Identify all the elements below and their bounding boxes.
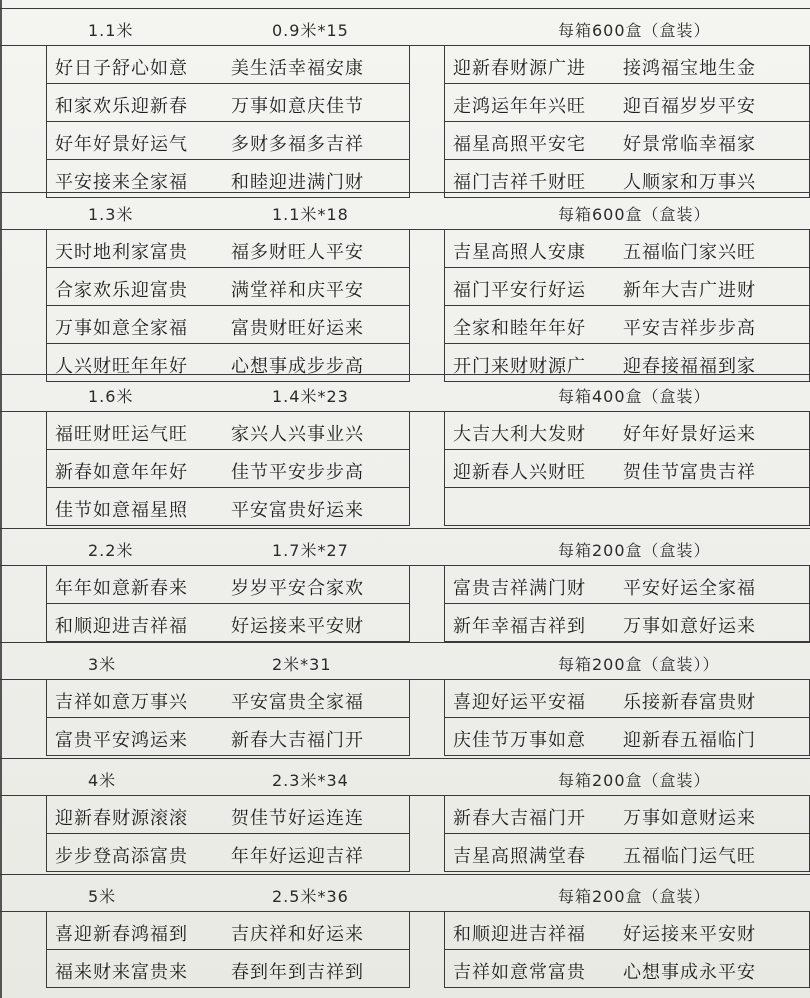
length-label: 3米: [88, 655, 117, 674]
couplet-line: 吉星高照满堂春: [453, 846, 586, 867]
size-label: 1.7米*27: [272, 541, 349, 560]
couplet-line: 开门来财财源广: [453, 356, 586, 377]
couplet-line: 好景常临幸福家: [623, 134, 756, 155]
couplet-line: 迎新春财源广进: [453, 58, 586, 79]
length-label: 1.1米: [88, 21, 134, 40]
box-quantity-label: 每箱600盒（盒装）: [558, 21, 711, 40]
couplet-pair-left: [46, 450, 410, 488]
couplet-pair-right: [444, 950, 810, 988]
box-quantity-label: 每箱200盒（盒装）: [558, 887, 711, 906]
couplet-row: [0, 450, 810, 488]
length-label: 1.3米: [88, 205, 134, 224]
couplet-pair-left: [46, 488, 410, 526]
couplet-pair-right: [444, 450, 810, 488]
couplet-pair-left: [46, 834, 410, 872]
couplet-line: 好运接来平安财: [623, 924, 756, 945]
couplet-line: 全家和睦年年好: [453, 318, 586, 339]
couplet-line: 福多财旺人平安: [231, 242, 364, 263]
section-header: [0, 642, 810, 680]
section-header: [0, 528, 810, 566]
couplet-line: 新春大吉福门开: [453, 808, 586, 829]
couplet-line: 人顺家和万事兴: [623, 172, 756, 193]
couplet-line: 步步登高添富贵: [55, 846, 188, 867]
couplet-pair-right: [444, 680, 810, 718]
section-header: [0, 374, 810, 412]
couplet-line: 富贵平安鸿运来: [55, 730, 188, 751]
box-quantity-label: 每箱600盒（盒装）: [558, 205, 711, 224]
box-quantity-label: 每箱400盒（盒装）: [558, 387, 711, 406]
size-label: 1.4米*23: [272, 387, 349, 406]
couplet-line: 岁岁平安合家欢: [231, 578, 364, 599]
couplet-row: [0, 412, 810, 450]
couplet-pair-left: [46, 84, 410, 122]
couplet-line: 迎春接福福到家: [623, 356, 756, 377]
box-quantity-label: 每箱200盒（盒装）: [558, 541, 711, 560]
couplet-line: 五福临门运气旺: [623, 846, 756, 867]
couplet-pair-left: [46, 604, 410, 642]
couplet-line: 年年如意新春来: [55, 578, 188, 599]
couplet-line: 万事如意庆佳节: [231, 96, 364, 117]
couplet-pair-left: [46, 230, 410, 268]
couplet-line: 和顺迎进吉祥福: [55, 616, 188, 637]
couplet-line: 新春大吉福门开: [231, 730, 364, 751]
couplet-line: 福来财来富贵来: [55, 962, 188, 983]
couplet-line: 迎新春五福临门: [623, 730, 756, 751]
couplet-line: 贺佳节富贵吉祥: [623, 462, 756, 483]
couplet-line: 年年好运迎吉祥: [231, 846, 364, 867]
couplet-line: 吉祥如意常富贵: [453, 962, 586, 983]
couplet-line: 满堂祥和庆平安: [231, 280, 364, 301]
couplet-line: 心想事成步步高: [231, 356, 364, 377]
couplet-line: 走鸿运年年兴旺: [453, 96, 586, 117]
couplet-pair-right: [444, 268, 810, 306]
couplet-line: 大吉大利大发财: [453, 424, 586, 445]
couplet-line: 多财多福多吉祥: [231, 134, 364, 155]
size-label: 0.9米*15: [272, 21, 349, 40]
couplet-line: 迎百福岁岁平安: [623, 96, 756, 117]
couplet-pair-right: [444, 604, 810, 642]
couplet-line: 平安接来全家福: [55, 172, 188, 193]
couplet-row: [0, 718, 810, 756]
length-label: 1.6米: [88, 387, 134, 406]
couplet-row: [0, 680, 810, 718]
box-quantity-label: 每箱200盒（盒装）: [558, 771, 711, 790]
box-quantity-label: 每箱200盒（盒装））: [558, 655, 720, 674]
couplet-line: 合家欢乐迎富贵: [55, 280, 188, 301]
section-header: [0, 758, 810, 796]
couplet-pair-right: [444, 566, 810, 604]
couplet-line: 和睦迎进满门财: [231, 172, 364, 193]
couplet-pair-right: [444, 46, 810, 84]
couplet-row: [0, 306, 810, 344]
couplet-pair-right: [444, 306, 810, 344]
couplet-pair-right: [444, 412, 810, 450]
couplet-line: 天时地利家富贵: [55, 242, 188, 263]
couplet-row: [0, 834, 810, 872]
couplet-pair-left: [46, 122, 410, 160]
couplet-line: 新年大吉广进财: [623, 280, 756, 301]
couplet-line: 迎新春财源滚滚: [55, 808, 188, 829]
couplet-pair-left: [46, 796, 410, 834]
couplet-line: 好日子舒心如意: [55, 58, 188, 79]
size-label: 2米*31: [272, 655, 332, 674]
couplet-line: 新春如意年年好: [55, 462, 188, 483]
couplet-row: [0, 268, 810, 306]
couplet-pair-left: [46, 950, 410, 988]
couplet-row: [0, 950, 810, 988]
couplet-line: 家兴人兴事业兴: [231, 424, 364, 445]
couplet-line: 福旺财旺运气旺: [55, 424, 188, 445]
section-header: [0, 874, 810, 912]
couplet-line: 万事如意全家福: [55, 318, 188, 339]
couplet-pair-left: [46, 680, 410, 718]
couplet-line: 贺佳节好运连连: [231, 808, 364, 829]
couplet-row: [0, 230, 810, 268]
couplet-line: 和家欢乐迎新春: [55, 96, 188, 117]
couplet-line: 福星高照平安宅: [453, 134, 586, 155]
length-label: 5米: [88, 887, 117, 906]
couplet-line: 春到年到吉祥到: [231, 962, 364, 983]
couplet-line: 富贵吉祥满门财: [453, 578, 586, 599]
couplet-line: 吉庆祥和好运来: [231, 924, 364, 945]
size-label: 2.3米*34: [272, 771, 349, 790]
length-label: 2.2米: [88, 541, 134, 560]
size-label: 2.5米*36: [272, 887, 349, 906]
couplet-line: 心想事成永平安: [623, 962, 756, 983]
couplet-line: 好年好景好运来: [623, 424, 756, 445]
couplet-row: [0, 604, 810, 642]
couplet-line: 万事如意好运来: [623, 616, 756, 637]
couplet-pair-right: [444, 122, 810, 160]
couplet-line: 平安富贵好运来: [231, 500, 364, 521]
couplet-line: 佳节平安步步高: [231, 462, 364, 483]
couplet-pair-right: [444, 912, 810, 950]
couplet-line: 好运接来平安财: [231, 616, 364, 637]
couplet-row: [0, 84, 810, 122]
couplet-pair-left: [46, 566, 410, 604]
couplet-pair-right: [444, 718, 810, 756]
section-header: [0, 8, 810, 46]
couplet-line: 庆佳节万事如意: [453, 730, 586, 751]
couplet-pair-right: [444, 796, 810, 834]
couplet-line: 接鸿福宝地生金: [623, 58, 756, 79]
couplet-pair-left: [46, 46, 410, 84]
couplet-pair-left: [46, 306, 410, 344]
couplet-pair-right: [444, 84, 810, 122]
couplet-row: [0, 566, 810, 604]
couplet-row: [0, 796, 810, 834]
couplet-line: 富贵财旺好运来: [231, 318, 364, 339]
couplet-line: 美生活幸福安康: [231, 58, 364, 79]
couplet-line: 人兴财旺年年好: [55, 356, 188, 377]
couplet-line: 五福临门家兴旺: [623, 242, 756, 263]
section-header: [0, 192, 810, 230]
couplet-line: 平安富贵全家福: [231, 692, 364, 713]
couplet-pair-left: [46, 912, 410, 950]
couplet-line: 和顺迎进吉祥福: [453, 924, 586, 945]
couplet-pair-right-empty: [444, 488, 810, 526]
couplet-pair-left: [46, 268, 410, 306]
couplet-line: 福门吉祥千财旺: [453, 172, 586, 193]
couplet-line: 新年幸福吉祥到: [453, 616, 586, 637]
couplet-pair-right: [444, 230, 810, 268]
length-label: 4米: [88, 771, 117, 790]
couplet-row: [0, 912, 810, 950]
couplet-line: 迎新春人兴财旺: [453, 462, 586, 483]
couplet-line: 喜迎好运平安福: [453, 692, 586, 713]
couplet-row: [0, 46, 810, 84]
size-label: 1.1米*18: [272, 205, 349, 224]
couplet-pair-left: [46, 412, 410, 450]
couplet-line: 福门平安行好运: [453, 280, 586, 301]
couplet-line: 平安好运全家福: [623, 578, 756, 599]
couplet-line: 万事如意财运来: [623, 808, 756, 829]
couplet-line: 平安吉祥步步高: [623, 318, 756, 339]
couplet-pair-left: [46, 718, 410, 756]
couplet-pair-right: [444, 834, 810, 872]
couplet-row: [0, 122, 810, 160]
couplet-line: 喜迎新春鸿福到: [55, 924, 188, 945]
couplet-line: 佳节如意福星照: [55, 500, 188, 521]
couplet-line: 吉星高照人安康: [453, 242, 586, 263]
couplet-line: 好年好景好运气: [55, 134, 188, 155]
couplet-line: 吉祥如意万事兴: [55, 692, 188, 713]
couplet-line: 乐接新春富贵财: [623, 692, 756, 713]
couplet-row: [0, 488, 810, 526]
